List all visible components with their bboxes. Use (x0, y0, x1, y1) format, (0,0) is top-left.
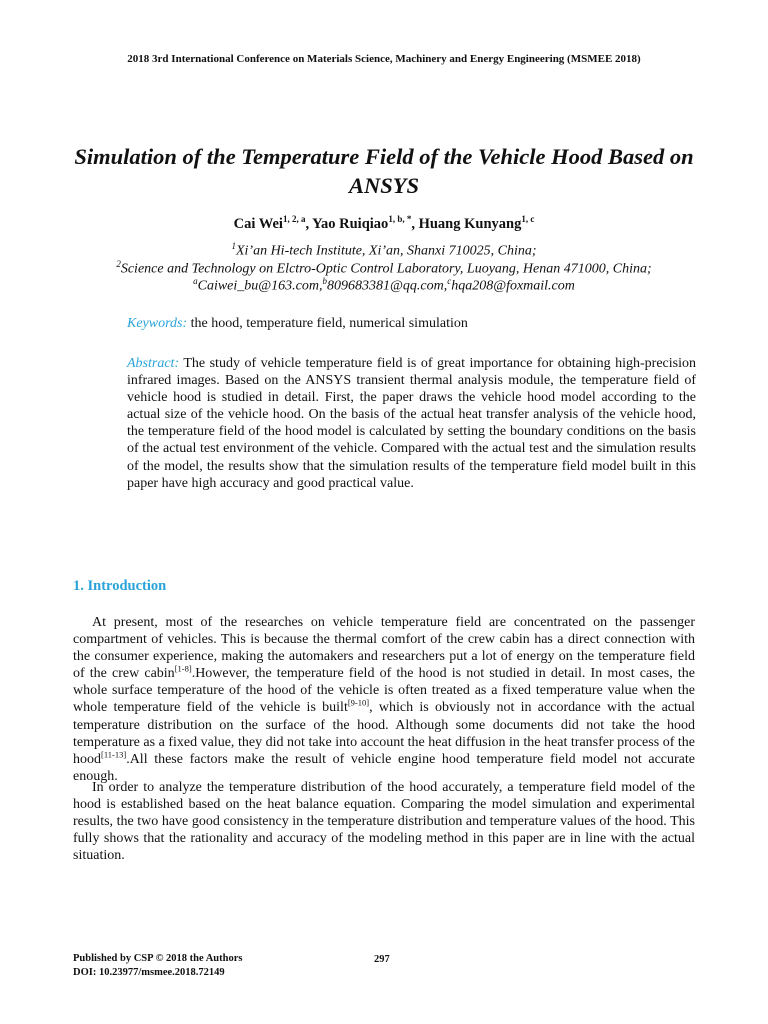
affiliation-2 (0, 259, 768, 278)
keywords-block (127, 316, 697, 332)
author-superscript: 1, 2, a (282, 214, 306, 224)
citation-ref[interactable]: [1-8] (174, 663, 192, 674)
author-superscript: 1, b, * (388, 214, 412, 224)
footer-published: Published by CSP © 2018 the Authors (73, 953, 243, 964)
affiliation-text: Science and Technology on Elctro-Optic Control Laboratory, Luoyang, Henan 471000, China; (120, 261, 652, 277)
email-superscript: b (322, 276, 327, 286)
abstract-block (127, 355, 696, 492)
footer-doi: DOI: 10.23977/msmee.2018.72149 (73, 967, 225, 978)
intro-paragraph-1 (73, 614, 695, 785)
citation-ref[interactable]: [9-10] (347, 697, 370, 708)
paragraph-text: .All these factors make the result of vehicle engine hood temperature field model not accurate enough. (73, 751, 695, 784)
abstract-label: Abstract: (127, 356, 180, 371)
email-superscript: c (447, 276, 452, 286)
email-link[interactable]: 809683381@qq.com, (326, 278, 448, 294)
keywords-text: the hood, temperature field, numerical simulation (187, 316, 468, 331)
author-name: Yao Ruiqiao (312, 215, 389, 232)
conference-header: 2018 3rd International Conference on Materials Science, Machinery and Energy Engineering (MSMEE 2018) (127, 53, 641, 65)
author-name: Cai Wei (233, 215, 283, 232)
affiliation-superscript: 1 (231, 241, 236, 251)
paragraph-text: At present, most of the researches on vehicle temperature field are concentrated on the passenger compartment of vehicles. This is because the thermal comfort of the crew cabin has a direct connection with the consumer experience, making the automakers and researchers put a lot of energy on the temperature field of the crew cabin (73, 615, 695, 682)
author-name: Huang Kunyang (418, 215, 522, 232)
keywords-label: Keywords: (127, 316, 188, 331)
section-heading-introduction: 1. Introduction (73, 578, 167, 594)
affiliation-1 (0, 241, 768, 260)
abstract-text: The study of vehicle temperature field is of great importance for obtaining high-precision infrared images. Based on the ANSYS transient thermal analysis module, the temperature field of vehicle hood is studied in detail. First, the paper draws the vehicle hood model according to the actual size of the vehicle hood. On the basis of the actual heat transfer analysis of the vehicle hood, the temperature field of the hood model is calculated by setting the boundary conditions on the basis of the actual test environment of the vehicle. Compared with the actual test and the simulation results of the model, the results show that the simulation results of the temperature field model built in this paper have high accuracy and good practical value. (127, 356, 696, 491)
citation-ref[interactable]: [11-13] (101, 749, 127, 760)
author-superscript: 1, c (521, 214, 535, 224)
intro-paragraph-2: In order to analyze the temperature distribution of the hood accurately, a temperature field model of the hood is established based on the heat balance equation. Comparing the model simulation and experimental results, the two have good consistency in the temperature distribution and temperature values of the hood. This fully shows that the rationality and accuracy of the modeling method in this paper are in line with the actual situation. (73, 780, 695, 864)
page-number: 297 (374, 954, 390, 965)
email-superscript: a (193, 276, 198, 286)
author-emails (0, 276, 768, 295)
email-link[interactable]: Caiwei_bu@163.com, (197, 278, 323, 294)
footer-publication-info (73, 952, 242, 980)
paper-title: Simulation of the Temperature Field of the Vehicle Hood Based on ANSYS (74, 144, 694, 198)
author-list: Cai Wei$^{1, 2, a}$, Yao Ruiqiao$^{1, b, *}$, Huang Kunyang$^{1, c}$ (233, 214, 535, 232)
affiliation-text: Xi’an Hi-tech Institute, Xi’an, Shanxi 710025, China; (235, 243, 537, 259)
paragraph-text: , which is obviously not in accordance with the actual temperature distribution on the surface of the hood. Although some documents did not take the hood temperature as a fixed value, they did not take into account the heat diffusion in the heat transfer process of the hood (73, 700, 695, 767)
affiliation-superscript: 2 (116, 259, 121, 269)
paragraph-text: .However, the temperature field of the hood is not studied in detail. In most cases, the whole surface temperature of the hood of the vehicle is often treated as a fixed temperature value when the whole temperature field of the vehicle is built (73, 666, 695, 716)
email-link[interactable]: hqa208@foxmail.com (451, 278, 575, 294)
